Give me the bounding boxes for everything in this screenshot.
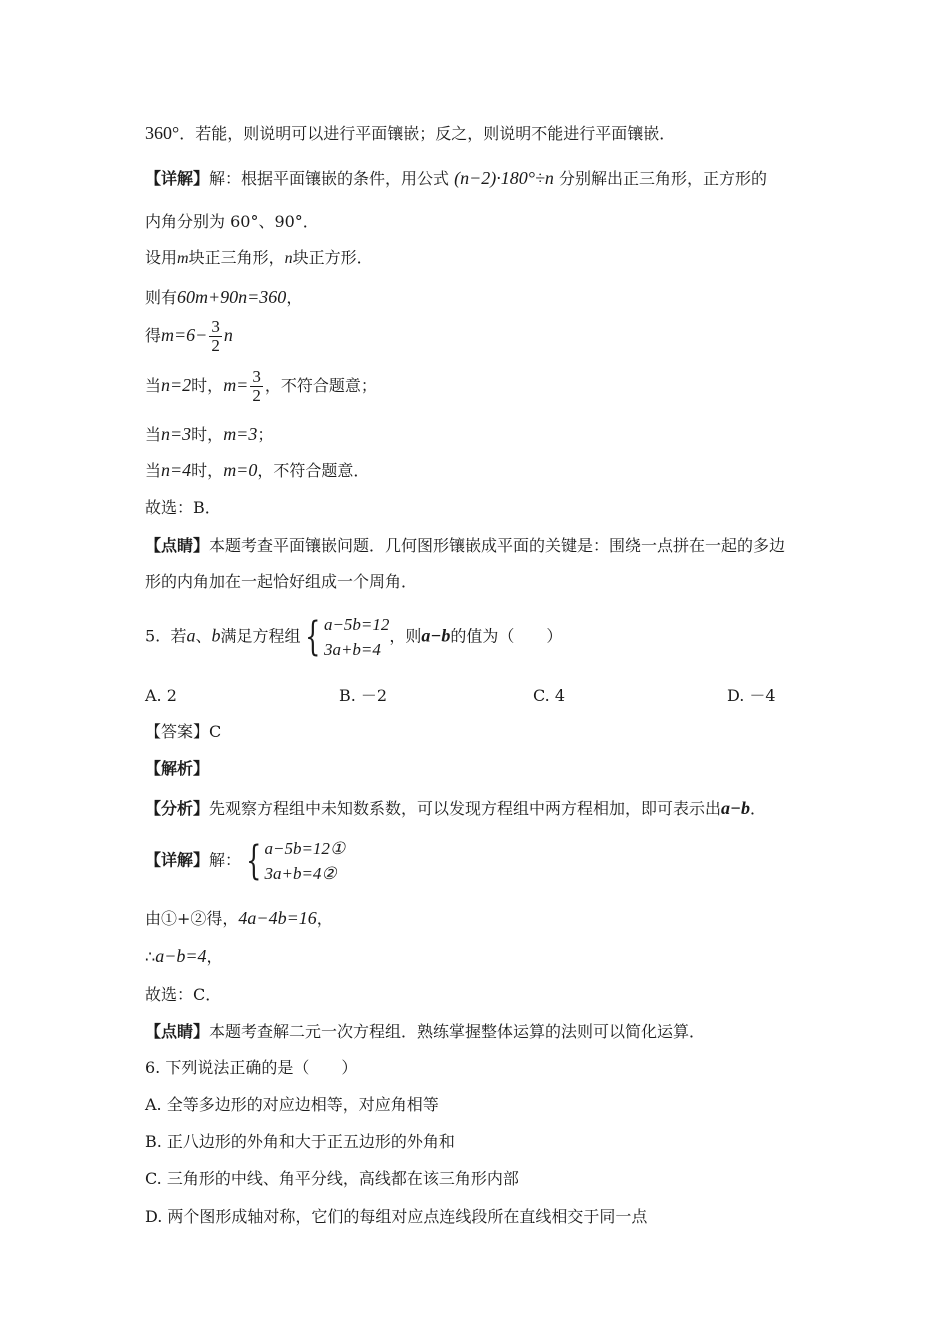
comment-label: 【点睛】 [145,536,210,555]
q6-option-b: B. 正八边形的外角和大于正五边形的外角和 [145,1132,455,1151]
system-brace: { [305,614,321,660]
q4-case-n3: 当n=3时，m=3； [145,424,274,444]
q4-detail-line: 【详解】解：根据平面镶嵌的条件，用公式 (n−2)·180°÷n 分别解出正三角形，正方形的 [145,168,767,188]
q4-line-360: 360°．若能，则说明可以进行平面镶嵌；反之，则说明不能进行平面镶嵌． [145,123,676,143]
q5-stem: 5. 若a、b满足方程组 { a−5b=12 3a+b=4 ，则a−b的值为（ ） [145,614,563,660]
fraction: $\frac{3}{2}$ [211,317,220,355]
q5-option-b: B. －2 [339,686,388,705]
angle-value: 360° [145,123,180,143]
fraction: $\frac{3}{2}$ [252,367,261,405]
q5-choice: 故选：C． [145,985,222,1004]
equation-system: a−5b=12 3a+b=4 [323,615,390,659]
q5-step-1: 由①+②得，4a−4b=16， [145,908,333,928]
q4-case-n4: 当n=4时，m=0，不符合题意． [145,460,370,480]
q4-comment-2: 形的内角加在一起恰好组成一个周角． [145,572,418,591]
q5-option-c: C. 4 [533,686,566,705]
q6-stem: 6. 下列说法正确的是（ ） [145,1058,358,1077]
q5-answer: 【答案】C [145,722,222,741]
q5-option-d: D. －4 [727,686,776,705]
system-brace: { [246,838,262,884]
q5-detail: 【详解】解： { a−5b=12① 3a+b=4② [145,838,346,884]
q5-analysis-heading: 【解析】 [145,759,210,778]
q5-option-a: A. 2 [145,686,177,705]
comment-label: 【点睛】 [145,1022,210,1041]
detail-label: 【详解】 [145,169,210,188]
angle-formula: (n−2)·180°÷n [454,168,554,188]
q4-comment-1: 【点睛】本题考查平面镶嵌问题．几何图形镶嵌成平面的关键是：围绕一点拼在一起的多边 [145,536,786,555]
q5-comment: 【点睛】本题考查解二元一次方程组．熟练掌握整体运算的法则可以简化运算． [145,1022,706,1041]
analysis-label: 【分析】 [145,799,210,818]
q4-case-n2: 当n=2时，m= $\frac{3}{2}$ ，不符合题意； [145,367,377,405]
q6-option-a: A. 全等多边形的对应边相等，对应角相等 [145,1095,439,1114]
q5-step-2: ∴a−b=4， [145,946,223,966]
question-number: 5. [145,626,161,646]
q4-solve-m: 得m=6− $\frac{3}{2}$ n [145,317,233,355]
q4-choice: 故选：B． [145,498,221,517]
q6-option-c: C. 三角形的中线、角平分线，高线都在该三角形内部 [145,1169,519,1188]
detail-label: 【详解】 [145,850,210,870]
q5-analysis: 【分析】先观察方程组中未知数系数，可以发现方程组中两方程相加，即可表示出a−b． [145,798,766,818]
q6-option-d: D. 两个图形成轴对称，它们的每组对应点连线段所在直线相交于同一点 [145,1207,648,1226]
q4-setup-line: 设用m块正三角形，n块正方形． [145,248,373,267]
equation-system: a−5b=12① 3a+b=4② [264,839,346,883]
q4-inner-angles: 内角分别为 60°、90°． [145,212,319,231]
q4-equation-line: 则有60m+90n=360， [145,287,303,307]
equation: 60m+90n=360 [177,287,287,307]
